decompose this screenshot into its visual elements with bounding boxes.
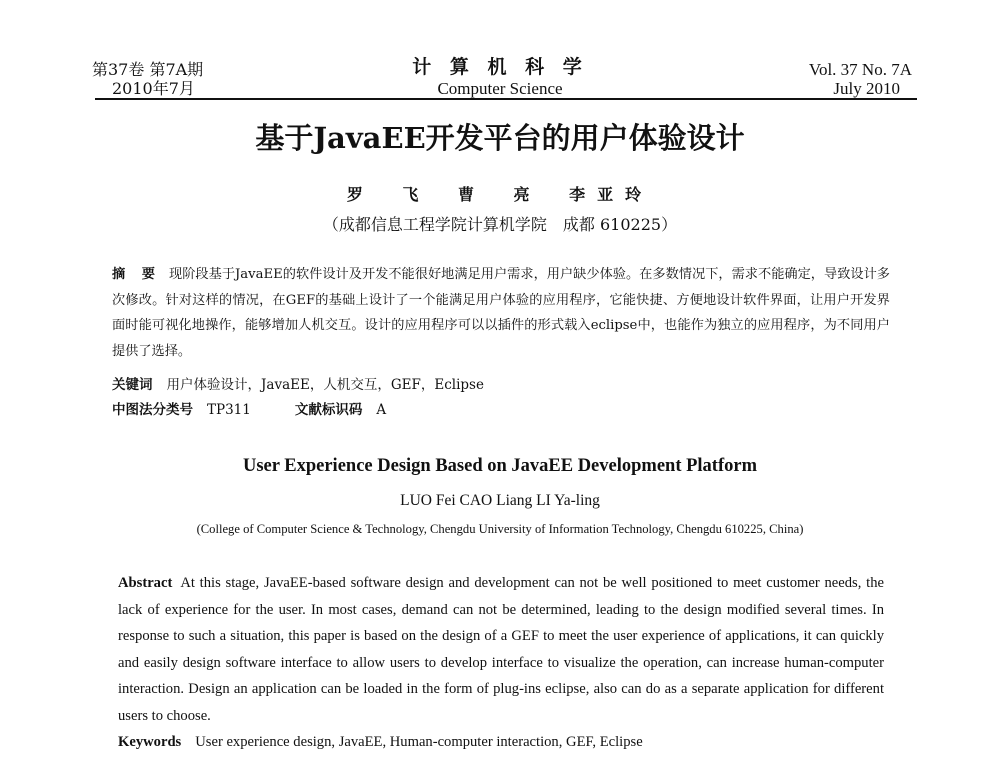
header-volume-zh: 第37卷 第7A期 — [92, 60, 204, 79]
affiliation-en: (College of Computer Science & Technology, Chengdu University of Information Technology, Chengdu 610225, China) — [196, 522, 804, 536]
abstract-en — [118, 570, 884, 730]
paper-title-zh: 基于JavaEE开发平台的用户体验设计 — [255, 121, 745, 155]
header-date-zh: 2010年7月 — [112, 79, 195, 98]
keywords-zh-label: 关键词 — [112, 377, 153, 393]
paper-title-en: User Experience Design Based on JavaEE Development Platform — [242, 456, 757, 476]
keywords-en-text: User experience design, JavaEE, Human-computer interaction, GEF, Eclipse — [195, 734, 643, 750]
clc-label: 中图法分类号 — [112, 402, 193, 418]
abstract-zh-label: 摘 要 — [112, 267, 162, 282]
authors-en: LUO Fei CAO Liang LI Ya-ling — [400, 492, 600, 509]
abstract-en-text: At this stage, JavaEE-based software design and development can not be well positioned to meet customer needs, the lack of experience for the user. In most cases, demand can not be determined, leading to the design modified several times. In response to such a situation, this paper is based on the design of a GEF to meet the user experience of applications, it can quickly and easily design software interface to allow users to develop interface to visualize the operation, can increase human-computer interaction. Design an application can be loaded in the form of plug-ins eclipse, also can do as a separate application for different users to choose. — [118, 575, 884, 724]
affiliation-zh: （成都信息工程学院计算机学院 成都 610225） — [322, 215, 678, 234]
header-journal-en: Computer Science — [437, 79, 563, 98]
header-rule — [95, 98, 917, 100]
abstract-en-label: Abstract — [118, 575, 173, 591]
header-date-en: July 2010 — [833, 79, 900, 98]
keywords-zh — [112, 373, 484, 397]
abstract-zh — [112, 262, 890, 364]
header-journal-zh: 计 算 机 科 学 — [412, 56, 588, 78]
classification-line — [112, 398, 386, 422]
keywords-en-label: Keywords — [118, 734, 182, 750]
keywords-en — [118, 734, 643, 751]
authors-zh: 罗 飞 曹 亮 李亚玲 — [346, 185, 654, 204]
header-volume-en: Vol. 37 No. 7A — [808, 60, 912, 79]
clc-value: TP311 — [207, 402, 251, 418]
doc-code-value: A — [376, 402, 387, 418]
doc-code-label: 文献标识码 — [294, 402, 363, 418]
abstract-zh-text: 现阶段基于JavaEE的软件设计及开发不能很好地满足用户需求，用户缺少体验。在多数情况下，需求不能确定，导致设计多次修改。针对这样的情况，在GEF的基础上设计了一个能满足用户体验的应用程序，它能快捷、方便地设计软件界面，让用户开发界面时能可视化地操作，能够增加人机交互。设计的应用程序可以以插件的形式载入eclipse中，也能作为独立的应用程序，为不同用户提供了选择。 — [112, 267, 890, 359]
keywords-zh-text: 用户体验设计，JavaEE，人机交互，GEF，Eclipse — [166, 377, 484, 393]
